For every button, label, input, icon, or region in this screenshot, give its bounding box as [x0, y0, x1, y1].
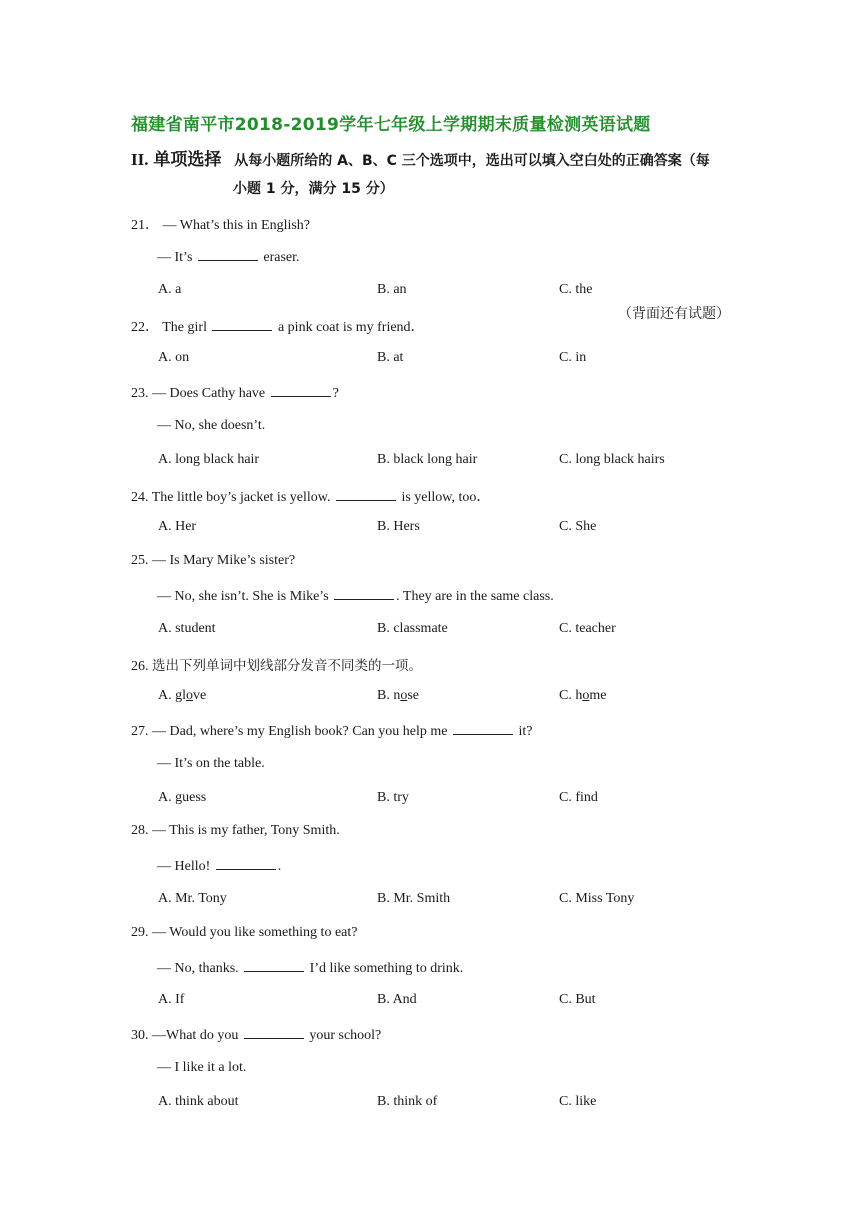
option-b: B. at [377, 350, 404, 365]
question-number: 29. [131, 925, 149, 940]
text-segment: me [589, 688, 607, 703]
text-segment: your school? [305, 1028, 382, 1043]
question-28 [131, 823, 340, 839]
text-segment: — No, thanks. [157, 961, 243, 976]
text-segment: A. gl [158, 688, 186, 703]
question-number: 28. [131, 823, 149, 838]
question-28-line2 [157, 857, 281, 875]
option-b: B. think of [377, 1094, 438, 1109]
question-25 [131, 553, 295, 569]
text-segment: . [277, 859, 282, 874]
option-a: A. student [158, 621, 216, 636]
question-number: 22． [131, 320, 159, 335]
question-30-line2: — I like it a lot. [157, 1060, 247, 1075]
question-22 [131, 316, 425, 336]
text-segment: B. n [377, 688, 401, 703]
option-b: B. classmate [377, 621, 448, 636]
answer-blank [212, 318, 272, 331]
option-a: A. Mr. Tony [158, 891, 227, 906]
section-header [131, 145, 771, 197]
answer-blank [198, 248, 258, 261]
option-c: C. like [559, 1094, 597, 1109]
section-instruction-cont: 小题 1 分，满分 15 分） [233, 181, 394, 197]
question-29 [131, 925, 357, 941]
section-name: 单项选择 [153, 150, 222, 170]
option-b: B. Mr. Smith [377, 891, 451, 906]
question-number: 26. [131, 659, 149, 674]
question-text: — What’s this in English? [162, 218, 311, 233]
question-number: 24. [131, 490, 149, 505]
text-segment: ve [193, 688, 207, 703]
text-segment: is yellow, too． [397, 490, 491, 505]
text-segment: — Hello! [157, 859, 214, 874]
option-a: A. Her [158, 519, 197, 534]
question-23 [131, 384, 339, 402]
option-c: C. long black hairs [559, 452, 665, 467]
underlined-letter: o [400, 688, 408, 703]
question-number: 21． [131, 218, 159, 233]
option-c: C. She [559, 519, 597, 534]
option-c: C. in [559, 350, 587, 365]
question-text: — This is my father, Tony Smith. [152, 823, 340, 838]
option-b: B. And [377, 992, 417, 1007]
option-b: B. an [377, 282, 407, 297]
question-24 [131, 486, 490, 506]
question-25-line2 [157, 587, 554, 605]
option-b: B. try [377, 790, 409, 805]
question-21-line2 [157, 248, 300, 266]
question-number: 30. [131, 1028, 149, 1043]
question-number: 23. [131, 386, 149, 401]
option-a: A. think about [158, 1094, 239, 1109]
text-segment: — Does Cathy have [152, 386, 269, 401]
text-segment: a pink coat is my friend． [274, 320, 425, 335]
option-c: C. the [559, 282, 593, 297]
option-b: B. black long hair [377, 452, 478, 467]
question-text: — Would you like something to eat? [152, 925, 358, 940]
text-segment: I’d like something to drink. [306, 961, 464, 976]
text-segment: The girl [162, 320, 211, 335]
question-27-line2: — It’s on the table. [157, 756, 265, 771]
answer-blank [216, 857, 276, 870]
option-c: C. teacher [559, 621, 616, 636]
option-a: A. long black hair [158, 452, 260, 467]
question-text: — Is Mary Mike’s sister? [152, 553, 296, 568]
answer-blank [271, 384, 331, 397]
text-segment: eraser. [259, 250, 300, 265]
answer-blank [244, 959, 304, 972]
question-30 [131, 1026, 381, 1044]
option-a [158, 688, 206, 704]
option-c: C. Miss Tony [559, 891, 635, 906]
answer-blank [334, 587, 394, 600]
question-21 [131, 214, 310, 234]
question-text: 选出下列单词中划线部分发音不同类的一项。 [152, 658, 422, 674]
document-title: 福建省南平市2018-2019学年七年级上学期期末质量检测英语试题 [131, 115, 651, 135]
option-b: B. Hers [377, 519, 420, 534]
option-c: C. But [559, 992, 596, 1007]
back-page-note: （背面还有试题） [618, 306, 730, 322]
answer-blank [453, 722, 513, 735]
question-number: 25. [131, 553, 149, 568]
question-29-line2 [157, 959, 463, 977]
option-a: A. on [158, 350, 190, 365]
text-segment: it? [515, 724, 533, 739]
question-26 [131, 654, 422, 675]
option-a: A. a [158, 282, 182, 297]
option-c [559, 688, 606, 704]
option-c: C. find [559, 790, 598, 805]
answer-blank [336, 488, 396, 501]
question-27 [131, 722, 533, 740]
answer-blank [244, 1026, 304, 1039]
option-a: A. guess [158, 790, 207, 805]
option-a: A. If [158, 992, 185, 1007]
text-segment: . They are in the same class. [396, 589, 554, 604]
text-segment: — No, she isn’t. She is Mike’s [157, 589, 333, 604]
section-instruction: 从每小题所给的 A、B、C 三个选项中，选出可以填入空白处的正确答案（每 [234, 153, 710, 169]
text-segment: — It’s [157, 250, 196, 265]
question-23-line2: — No, she doesn’t. [157, 418, 266, 433]
text-segment: —What do you [152, 1028, 242, 1043]
text-segment: The little boy’s jacket is yellow. [151, 490, 334, 505]
text-segment: ? [332, 386, 339, 401]
underlined-letter: o [186, 688, 193, 703]
option-b [377, 688, 419, 704]
underlined-letter: o [582, 688, 590, 703]
text-segment: — Dad, where’s my English book? Can you help me [152, 724, 452, 739]
section-number: II. [131, 150, 149, 169]
question-number: 27. [131, 724, 149, 739]
text-segment: se [407, 688, 420, 703]
text-segment: C. h [559, 688, 583, 703]
